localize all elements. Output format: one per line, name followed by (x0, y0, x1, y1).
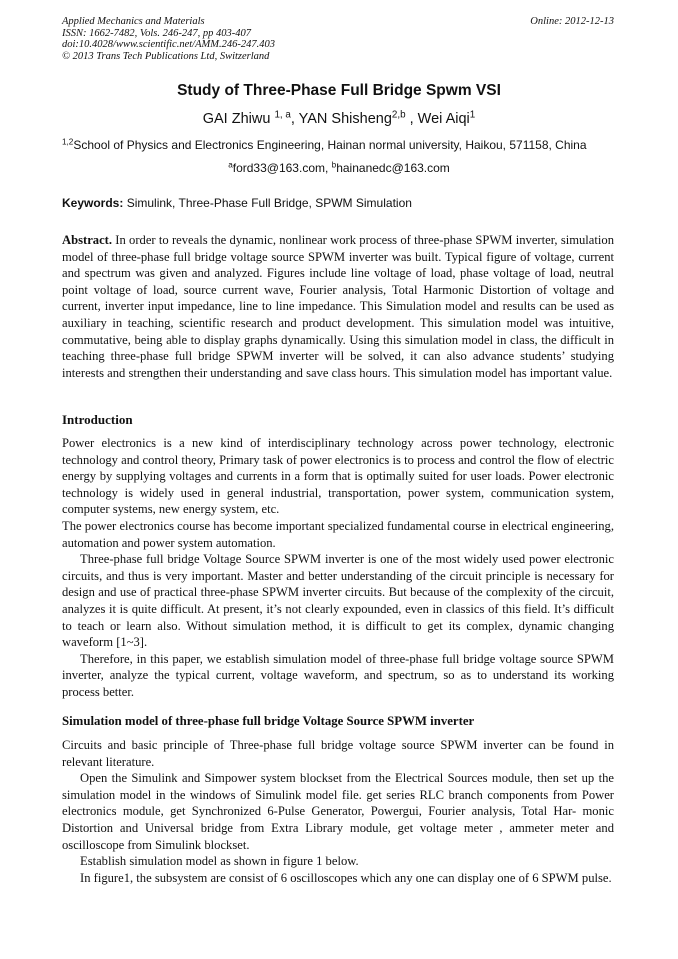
author-2-affil: 2,b (391, 109, 406, 121)
author-emails (0, 161, 678, 175)
affiliation-marker: 1,2 (62, 137, 74, 147)
email-a: ford33@163.com, (232, 161, 332, 175)
issn-line: ISSN: 1662-7482, Vols. 246-247, pp 403-407 (62, 27, 251, 39)
keywords-text: Simulink, Three-Phase Full Bridge, SPWM Simulation (123, 196, 412, 210)
sim-paragraph-3: Establish simulation model as shown in figure 1 below. (80, 854, 359, 869)
journal-name: Applied Mechanics and Materials (62, 16, 205, 27)
affiliation (62, 138, 614, 152)
author-1: GAI Zhiwu (202, 111, 275, 127)
abstract-text: In order to reveals the dynamic, nonlinear work process of three-phase SPWM inverter, simulation model of three-phase full bridge voltage source SPWM inverter was built. Typical figure of voltage, current and spectrum was given and analyzed. Figures include line voltage of load, phase voltage of load, neutral point voltage of load, source current wave, Fourier analysis, Total Harmonic Distortion of voltage and current, inverter input impedance, line to line impedance. This Simulation model and results can be used as auxiliary in teaching, scientific research and product development. This simulation model was intuitive, commutative, being able to display graphs dynamically. Using this simulation model in class, the difficult in teaching three-phase full bridge SPWM inverter will be solved, it can also advance students’ studying interests and strengthen their understanding and save class hours. This simulation model has important value. (62, 233, 614, 380)
doi-line: doi:10.4028/www.scientific.net/AMM.246-247.403 (62, 39, 275, 50)
abstract-label: Abstract. (62, 233, 113, 247)
introduction-body (62, 435, 614, 701)
sim-paragraph-4: In figure1, the subsystem are consist of 6 oscilloscopes which any one can display one of 6 SPWM pulse. (80, 870, 612, 885)
affiliation-text: School of Physics and Electronics Engineering, Hainan normal university, Haikou, 571158, China (73, 138, 587, 152)
copyright-line: © 2013 Trans Tech Publications Ltd, Switzerland (62, 50, 270, 62)
keywords (62, 196, 614, 210)
email-a-marker: a (228, 160, 233, 170)
intro-paragraph-1: Power electronics is a new kind of interdisciplinary technology across power technology, electronic technology and control theory, Primary task of power electronics is to process and control the flow of electric energy by supplying voltages and currents in a form that is optimally suited for user loads. Power electronic technology is widely used in general industrial, transportation, power system, communication system, computer systems, new energy system, etc. (62, 436, 614, 517)
author-3: , Wei Aiqi (405, 111, 470, 127)
paper-title: Study of Three-Phase Full Bridge Spwm VSI (177, 82, 501, 99)
sim-paragraph-1: Circuits and basic principle of Three-phase full bridge voltage source SPWM inverter can be found in relevant literature. (62, 738, 614, 769)
intro-paragraph-3: Three-phase full bridge Voltage Source SPWM inverter is one of the most widely used power electronic circuits, and thus is very important. Master and better understanding of the circuit principle is necessary for design and use of practical three-phase SPWM inverter circuits. But because of the complexity of the circuit, analyzes it is quite difficult. At present, it’s not clearly expounded, even in classics of this field. It’s difficult to teach or learn also. Without simulation method, it is difficult to get its complex, dynamic changing waveform [1~3]. (62, 552, 614, 650)
author-list (0, 111, 678, 127)
introduction-heading: Introduction (62, 412, 133, 427)
author-3-affil: 1 (469, 109, 476, 121)
online-date: Online: 2012-12-13 (530, 16, 614, 27)
author-1-affil: 1, a (274, 109, 291, 121)
intro-paragraph-2: The power electronics course has become important specialized fundamental course in electrical engineering, automation and power system automation. (62, 518, 614, 550)
simulation-body (62, 737, 614, 886)
journal-header (62, 16, 614, 62)
author-2: , YAN Shisheng (290, 111, 392, 127)
email-b: hainanedc@163.com (336, 161, 450, 175)
keywords-label: Keywords: (62, 196, 124, 210)
intro-paragraph-4: Therefore, in this paper, we establish simulation model of three-phase full bridge voltage source SPWM inverter, analyze the typical current, voltage waveform, and spectrum, so as to understand its working process better. (62, 651, 614, 699)
sim-paragraph-2: Open the Simulink and Simpower system blockset from the Electrical Sources module, then set up the simulation model in the windows of Simulink model file. get series RLC branch components from Power electronics module, get Synchronized 6-Pulse Generator, Powergui, Fourier analysis, Total Har- monic Distortion and Universal bridge from Extra Library module, get voltage meter , ammeter meter and oscilloscope from Simulink blockset. (62, 771, 614, 852)
abstract (62, 232, 614, 381)
simulation-heading: Simulation model of three-phase full bridge Voltage Source SPWM inverter (62, 714, 475, 728)
email-b-marker: b (331, 160, 337, 170)
